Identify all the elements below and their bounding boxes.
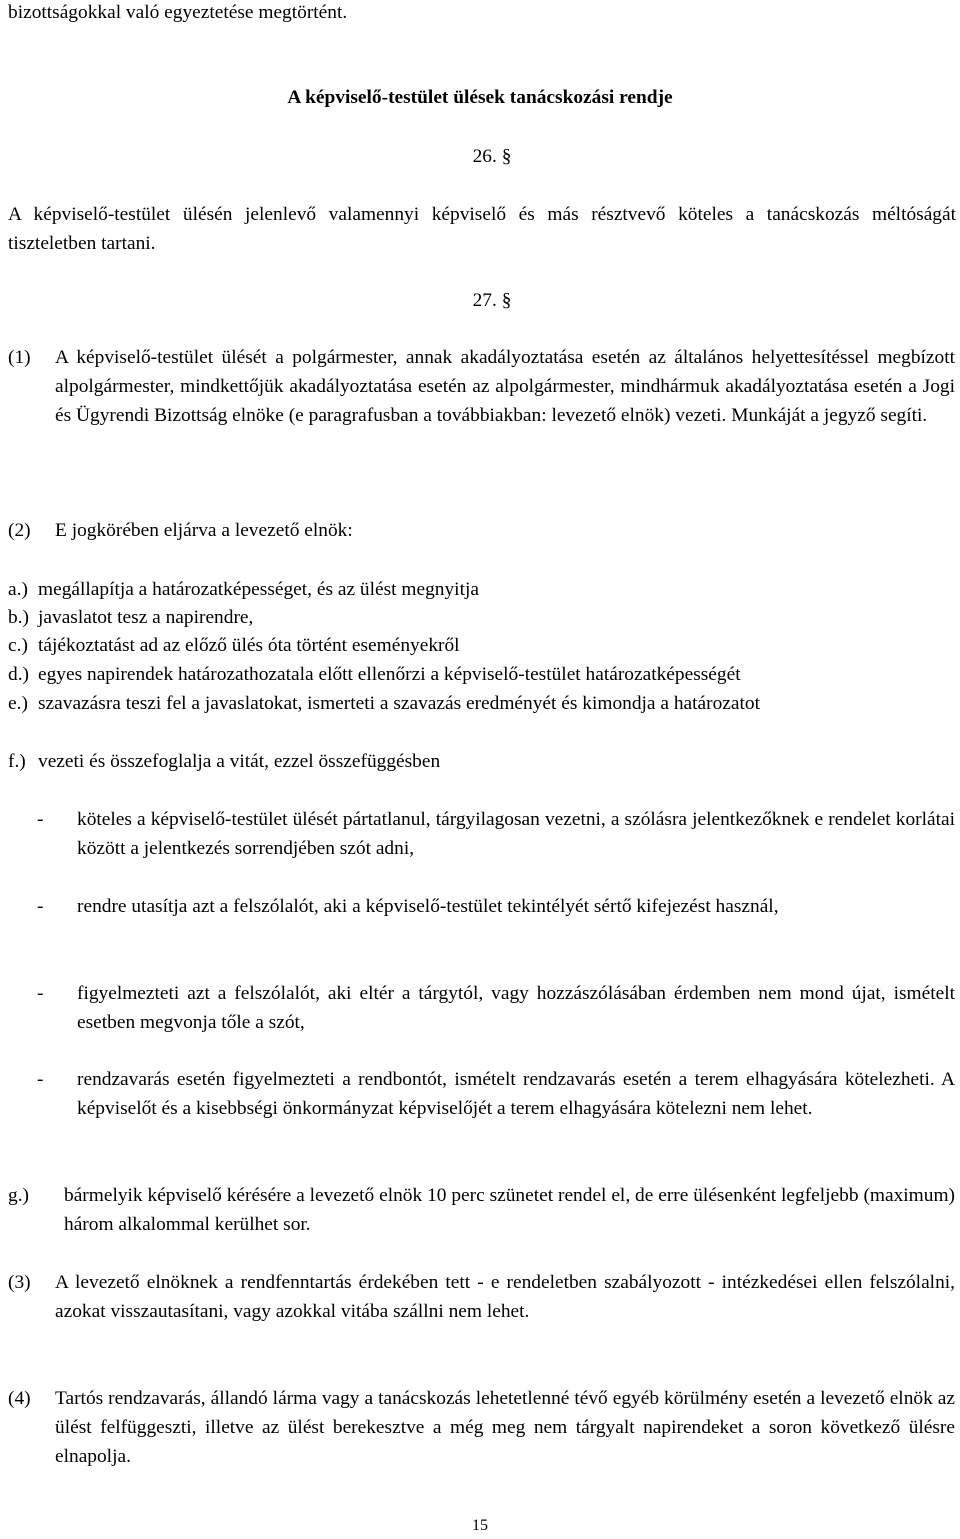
paragraph-1 <box>8 344 955 430</box>
paragraph-3-label: (3) <box>8 1272 31 1293</box>
section-26-text <box>8 201 956 259</box>
list-item-text: egyes napirendek határozathozatala előtt ellenőrzi a képviselő-testület határozatképességét <box>38 664 741 685</box>
paragraph-4 <box>8 1385 955 1471</box>
paragraph-3 <box>8 1269 955 1327</box>
list-item-label: d.) <box>8 664 30 685</box>
dash-marker: - <box>37 896 44 917</box>
list-item-text: szavazásra teszi fel a javaslatokat, ismerteti a szavazás eredményét és kimondja a határozatot <box>38 693 760 714</box>
page-number: 15 <box>472 1517 488 1534</box>
section-number-26: 26. § <box>472 146 512 167</box>
dash-marker: - <box>37 983 44 1004</box>
list-item-text: bármelyik képviselő kérésére a levezető elnök 10 perc szünetet rendel el, de erre ülésenként legfeljebb (maximum) három alkalommal kerülhet sor. <box>64 1185 955 1235</box>
list-item-g <box>8 1182 955 1240</box>
section-title: A képviselő-testület ülések tanácskozási rendje <box>287 87 673 108</box>
list-item-label: f.) <box>8 751 26 772</box>
list-item-c <box>8 632 955 661</box>
dash-item-3 <box>37 980 955 1038</box>
dash-item-text: köteles a képviselő-testület ülését pártatlanul, tárgyilagosan vezetni, a szólásra jelentkezőknek e rendelet korlátai között a jelentkezés sorrendjében szót adni, <box>77 809 955 859</box>
list-item-text: vezeti és összefoglalja a vitát, ezzel összefüggésben <box>38 751 441 772</box>
list-item-label: g.) <box>8 1185 30 1206</box>
paragraph-1-text: A képviselő-testület ülését a polgármester, annak akadályoztatása esetén az általános helyettesítéssel megbízott alpolgármester, mindkettőjük akadályoztatása esetén az alpolgármester, mindhármuk akadályoztatása esetén a Jogi és Ügyrendi Bizottság elnöke (e paragrafusban a továbbiakban: levezető elnök) vezeti. Munkáját a jegyző segíti. <box>55 347 955 426</box>
list-item-a <box>8 576 955 605</box>
dash-item-4 <box>37 1066 955 1124</box>
paragraph-1-label: (1) <box>8 347 31 368</box>
list-item-label: b.) <box>8 607 30 628</box>
paragraph-2 <box>8 517 955 546</box>
dash-item-1 <box>37 806 955 864</box>
section-26-body: A képviselő-testület ülésén jelenlevő valamennyi képviselő és más résztvevő köteles a tanácskozás méltóságát tiszteletben tartani. <box>8 204 956 254</box>
dash-item-text: rendzavarás esetén figyelmezteti a rendbontót, ismételt rendzavarás esetén a terem elhagyására kötelezheti. A képviselőt és a kisebbségi önkormányzat képviselőjét a terem elhagyására kötelezni nem lehet. <box>77 1069 955 1119</box>
paragraph-2-label: (2) <box>8 520 31 541</box>
dash-marker: - <box>37 1069 44 1090</box>
list-item-label: c.) <box>8 635 28 656</box>
dash-item-2 <box>37 893 955 922</box>
list-item-d <box>8 661 955 690</box>
list-item-text: javaslatot tesz a napirendre, <box>38 607 254 628</box>
paragraph-2-text: E jogkörében eljárva a levezető elnök: <box>55 520 353 541</box>
dash-marker: - <box>37 809 44 830</box>
dash-item-text: rendre utasítja azt a felszólalót, aki a képviselő-testület tekintélyét sértő kifejezést használ, <box>77 896 779 917</box>
paragraph-3-text: A levezető elnöknek a rendfenntartás érdekében tett - e rendeletben szabályozott - intézkedései ellen felszólalni, azokat visszautasítani, vagy azokkal vitába szállni nem lehet. <box>55 1272 955 1322</box>
section-number-27: 27. § <box>472 290 512 311</box>
paragraph-4-text: Tartós rendzavarás, állandó lárma vagy a tanácskozás lehetetlenné tévő egyéb körülmény esetén a levezető elnök az ülést felfüggeszti, illetve az ülést berekesztve a még meg nem tárgyalt napirendeket a soron következő ülésre elnapolja. <box>55 1388 955 1467</box>
list-item-text: tájékoztatást ad az előző ülés óta történt eseményekről <box>38 635 460 656</box>
list-item-f <box>8 748 955 777</box>
paragraph-4-label: (4) <box>8 1388 31 1409</box>
list-item-e <box>8 690 955 719</box>
list-item-b <box>8 604 955 633</box>
continued-text: bizottságokkal való egyeztetése megtörtént. <box>8 2 348 23</box>
list-item-text: megállapítja a határozatképességet, és az ülést megnyitja <box>38 579 479 600</box>
list-item-label: e.) <box>8 693 28 714</box>
dash-item-text: figyelmezteti azt a felszólalót, aki eltér a tárgytól, vagy hozzászólásában érdemben nem mond újat, ismételt esetben megvonja tőle a szót, <box>77 983 955 1033</box>
list-item-label: a.) <box>8 579 28 600</box>
